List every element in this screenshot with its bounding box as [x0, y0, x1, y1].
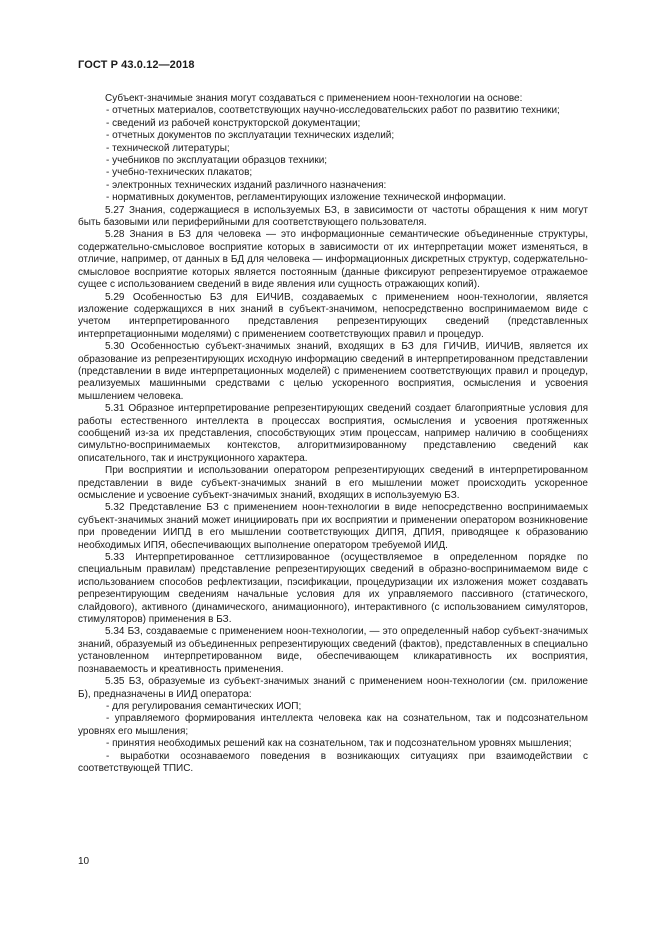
list-item: - учебников по эксплуатации образцов техники;: [106, 155, 328, 167]
paragraph-5-28: 5.28 Знания в БЗ для человека — это информационные семантические объединенные структуры, содержательно-смысловое восприятие которых в зависимости от их интерпретации может изменяться, в отличие, например, от данных в БД для человека — информационных дискретных структур, содержательно-смысловое восприятие которых является постоянным (данные фиксируют репрезентируемое отражаемое сущее с использованием сведений в виде явления или сущность отражающих копий).: [78, 229, 588, 291]
list-item: - электронных технических изданий различного назначения:: [106, 179, 387, 191]
paragraph: При восприятии и использовании оператором репрезентирующих сведений в интерпретированном представлении в виде субъект-значимых знаний в его мышлении может происходить ускоренное осмысление и усвоение субъект-значимых знаний, входящих в используемую БЗ.: [78, 465, 588, 501]
paragraph-5-34: 5.34 БЗ, создаваемые с применением ноон-технологии, — это определенный набор субъект-значимых знаний, образуемый из объединенных репрезентирующих сведений (фактов), представленных в специально установленном интерпретированном виде, обеспечивающем кликаративность их восприятия, познаваемость и креативность применения.: [78, 626, 588, 675]
paragraph-5-31: 5.31 Образное интерпретирование репрезентирующих сведений создает благоприятные условия для работы естественного интеллекта в процессах восприятия, осмысления и усвоения протяженных сообщений из-за их представления, способствующих этим процессам, например наличию в сообщениях симультно-воспринимаемых контекстов, алгоритмизированному представлению сведений как описательного, так и инструкционного характера.: [78, 403, 588, 464]
list-item: - учебно-технических плакатов;: [106, 167, 253, 179]
paragraph-5-27: 5.27 Знания, содержащиеся в используемых БЗ, в зависимости от частоты обращения к ним могут быть базовыми или периферийными для соответствующего пользователя.: [78, 204, 588, 229]
list-item: - нормативных документов, регламентирующих изложение технической информации.: [106, 192, 507, 204]
paragraph-5-30: 5.30 Особенностью субъект-значимых знаний, входящих в БЗ для ГИЧИВ, ИИЧИВ, является их образование из репрезентирующих исходную информацию сведений в интерпретированном представлении (представлении в виде интерпретационных моделей) с применением соответствующих правил и процедур, реализуемых машинными средствами с целью ускоренного восприятия, осмысления и усвоения мышлением человека.: [78, 341, 588, 402]
paragraph-5-29: 5.29 Особенностью БЗ для ЕИЧИВ, создаваемых с применением ноон-технологии, является изложение содержащихся в них знаний в субъект-значимом, непосредственно воспринимаемом виде с учетом интерпретированного представления репрезентирующих сведений (представленных интерпретационными моделями) с применением соответствующих правил и процедур.: [78, 291, 588, 340]
list-item: - отчетных документов по эксплуатации технических изделий;: [106, 130, 395, 142]
list-item: - отчетных материалов, соответствующих научно-исследовательских работ по развитию техники;: [106, 105, 560, 117]
list-item: - управляемого формирования интеллекта человека как на сознательном, так и подсознательном уровнях его мышления;: [78, 713, 588, 737]
page-number: 10: [78, 856, 90, 867]
document-body: [78, 93, 588, 775]
list-item: - сведений из рабочей конструкторской документации;: [106, 117, 361, 129]
document-header: ГОСТ Р 43.0.12—2018: [78, 59, 195, 71]
list-item: - выработки осознаваемого поведения в возникающих ситуациях при взаимодействии с соответствующей ТПИС.: [78, 750, 588, 774]
paragraph-5-35: 5.35 БЗ, образуемые из субъект-значимых знаний с применением ноон-технологии (см. приложение Б), предназначены в ИИД оператора:: [78, 676, 588, 700]
paragraph-5-33: 5.33 Интерпретированное сеттлизированное (осуществляемое в определенном порядке по специальным правилам) представление репрезентирующих сведений в образно-воспринимаемом виде с использованием способов рефлектизации, пэсификации, процедуризации их изложения может создавать репрезентирующим сведениям начальные условия для их управляемого пассивного (статического, слайдового), активного (динамического, анимационного), интерактивного (с использованием симуляторов, стимуляторов) применения в БЗ.: [78, 552, 588, 626]
list-item: - принятия необходимых решений как на сознательном, так и подсознательном уровнях мышления;: [106, 738, 572, 750]
list-item: - для регулирования семантических ИОП;: [106, 700, 302, 712]
paragraph-5-32: 5.32 Представление БЗ с применением ноон-технологии в виде непосредственно воспринимаемых субъект-значимых знаний может инициировать при их восприятии и применении оператором возникновение при проведении ИИПД в его мышлении соответствующих ДИПЯ, ДПИЯ, приводящее к образованию необходимых ИПЯ, обеспечивающих выполнение оператором требуемой ИИД.: [78, 502, 588, 551]
paragraph: Субъект-значимые знания могут создаваться с применением ноон-технологии на основе:: [105, 93, 523, 104]
list-item: - технической литературы;: [106, 142, 230, 154]
